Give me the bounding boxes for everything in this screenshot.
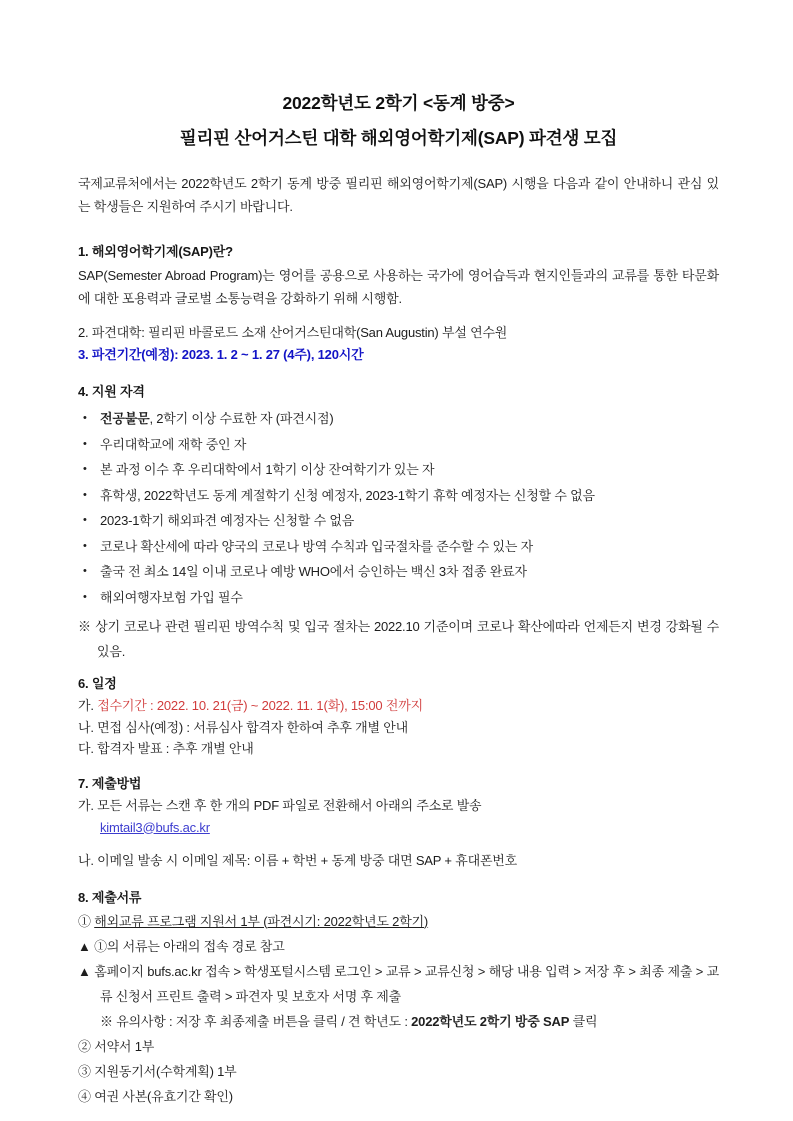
bullet-text: 휴학생, 2022학년도 동계 계절학기 신청 예정자, 2023-1학기 휴학 예정자는 신청할 수 없음	[100, 487, 595, 503]
bullet-text-bold: 전공불문	[100, 411, 150, 426]
bullet-icon: •	[83, 590, 87, 603]
submission-method-a: 가. 모든 서류는 스캔 후 한 개의 PDF 파일로 전환해서 아래의 주소로 발송	[78, 797, 482, 813]
bullet-text: 우리대학교에 재학 중인 자	[100, 436, 247, 452]
list-item	[78, 436, 719, 454]
document-item-1-number: ①	[78, 913, 95, 929]
bullet-icon: •	[83, 565, 87, 577]
bullet-text: 본 과정 이수 후 우리대학에서 1학기 이상 잔여학기가 있는 자	[100, 462, 435, 477]
submission-method-b: 나. 이메일 발송 시 이메일 제목: 이름 + 학번 + 동계 방중 대면 SAP + 휴대폰번호	[78, 852, 518, 868]
document-item-4: ④ 여권 사본(유효기간 확인)	[78, 1088, 233, 1104]
bullet-icon: •	[83, 488, 87, 501]
section4-heading: 4. 지원 자격	[78, 384, 145, 399]
list-item	[78, 461, 719, 479]
list-item	[78, 563, 719, 581]
schedule-item-c: 다. 합격자 발표 : 추후 개별 안내	[78, 741, 254, 756]
document-item-3: ③ 지원동기서(수학계획) 1부	[78, 1063, 237, 1079]
application-period-text: 접수기간 : 2022. 10. 21(금) ~ 2022. 11. 1(화), 15:00 전까지	[97, 698, 423, 713]
list-item	[78, 410, 719, 428]
bullet-icon: •	[83, 514, 87, 526]
schedule-item-a-prefix: 가.	[78, 698, 98, 713]
caution-note-prefix: ※ 유의사항 : 저장 후 최종제출 버튼을 클릭 / 견 학년도 :	[100, 1013, 412, 1029]
list-item	[78, 487, 719, 505]
bullet-icon: •	[83, 539, 87, 552]
bullet-text: 해외여행자보험 가입 필수	[100, 589, 243, 605]
section4-note: ※ 상기 코로나 관련 필리핀 방역수칙 및 입국 절차는 2022.10 기준이며 코로나 확산에따라 언제든지 변경 강화될 수 있음.	[78, 619, 719, 659]
bullet-text: 2023-1학기 해외파견 예정자는 신청할 수 없음	[100, 513, 355, 528]
bullet-icon: •	[83, 463, 87, 475]
list-item	[78, 512, 719, 530]
eligibility-list	[78, 410, 719, 607]
list-item	[78, 589, 719, 607]
section6-heading: 6. 일정	[78, 676, 117, 691]
email-line	[78, 817, 719, 839]
portal-path-note: ▲ 홈페이지 bufs.ac.kr 접속 > 학생포털시스템 로그인 > 교류 > 교류신청 > 해당 내용 입력 > 저장 후 > 최종 제출 > 교류 신청서 프린트 출력 > 파견자 및 보호자 서명 후 제출	[78, 963, 719, 1004]
caution-note-suffix: 클릭	[569, 1013, 598, 1029]
bullet-text: , 2학기 이상 수료한 자 (파견시점)	[149, 411, 334, 426]
document-item-1	[78, 909, 719, 934]
title-line-1: 2022학년도 2학기 <동계 방중>	[282, 93, 515, 113]
application-form-title: 해외교류 프로그램 지원서 1부 (파견시기: 2022학년도 2학기)	[94, 913, 429, 929]
section7-heading: 7. 제출방법	[78, 775, 142, 791]
section3-line: 3. 파견기간(예정): 2023. 1. 2 ~ 1. 27 (4주), 120시간	[78, 347, 364, 362]
list-item	[78, 538, 719, 556]
caution-note	[78, 1009, 719, 1034]
bullet-icon: •	[83, 437, 87, 450]
section1-body: SAP(Semester Abroad Program)는 영어를 공용으로 사용하는 국가에 영어습득과 현지인들과의 교류를 통한 타문화에 대한 포용력과 글로벌 소통능력을 강화하기 위해 시행함.	[78, 268, 719, 306]
section8-heading: 8. 제출서류	[78, 889, 142, 905]
caution-note-bold: 2022학년도 2학기 방중 SAP	[411, 1013, 570, 1029]
title-line-2: 필리핀 산어거스틴 대학 해외영어학기제(SAP) 파견생 모집	[179, 128, 618, 148]
email-link[interactable]: kimtail3@bufs.ac.kr	[100, 819, 210, 835]
reference-note: ▲ ①의 서류는 아래의 접속 경로 참고	[78, 938, 285, 954]
bullet-text: 출국 전 최소 14일 이내 코로나 예방 WHO에서 승인하는 백신 3차 접종 완료자	[100, 564, 527, 579]
schedule-item-a	[78, 695, 719, 717]
schedule-item-b: 나. 면접 심사(예정) : 서류심사 합격자 한하여 추후 개별 안내	[78, 719, 409, 735]
bullet-text: 코로나 확산세에 따라 양국의 코로나 방역 수칙과 입국절차를 준수할 수 있는 자	[100, 538, 533, 554]
section2-line: 2. 파견대학: 필리핀 바콜로드 소재 산어거스틴대학(San Augustin) 부설 연수원	[78, 325, 508, 340]
page-title	[78, 86, 719, 156]
bullet-icon: •	[83, 412, 87, 424]
document-item-2: ② 서약서 1부	[78, 1038, 155, 1054]
section1-heading: 1. 해외영어학기제(SAP)란?	[78, 244, 233, 259]
intro-paragraph: 국제교류처에서는 2022학년도 2학기 동계 방중 필리핀 해외영어학기제(SAP) 시행을 다음과 같이 안내하니 관심 있는 학생들은 지원하여 주시기 바랍니다.	[78, 176, 719, 214]
